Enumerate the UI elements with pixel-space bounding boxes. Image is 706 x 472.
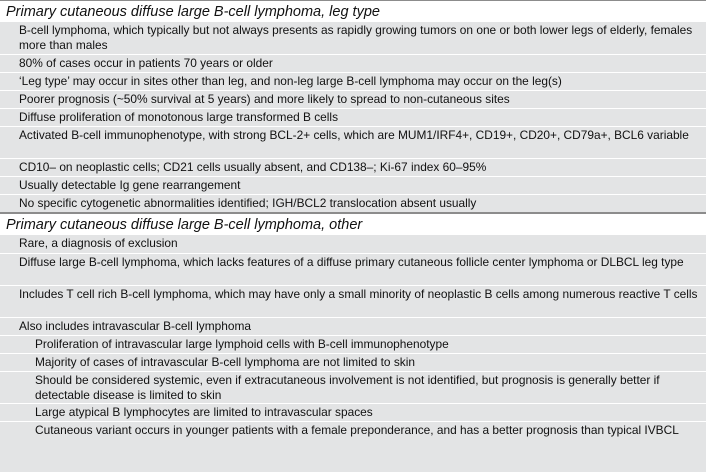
- section-header-leg-type: Primary cutaneous diffuse large B-cell lymphoma, leg type: [0, 0, 706, 22]
- section-header-other: Primary cutaneous diffuse large B-cell lymphoma, other: [0, 213, 706, 235]
- table-row: Poorer prognosis (~50% survival at 5 years) and more likely to spread to non-cutaneous sites: [0, 90, 706, 108]
- table-row-subitem: Should be considered systemic, even if extracutaneous involvement is not identified, but prognosis is generally better if detectable disease is limited to skin: [0, 371, 706, 403]
- table-row: No specific cytogenetic abnormalities identified; IGH/BCL2 translocation absent usually: [0, 194, 706, 212]
- table-row-subitem: Majority of cases of intravascular B-cell lymphoma are not limited to skin: [0, 353, 706, 371]
- table-row: ‘Leg type’ may occur in sites other than leg, and non-leg large B-cell lymphoma may occur on the leg(s): [0, 72, 706, 90]
- table-row: Includes T cell rich B-cell lymphoma, which may have only a small minority of neoplastic B cells among numerous reactive T cells: [0, 285, 706, 317]
- table-row-subitem: Large atypical B lymphocytes are limited to intravascular spaces: [0, 403, 706, 421]
- table-row: B-cell lymphoma, which typically but not always presents as rapidly growing tumors on one or both lower legs of elderly, females more than males: [19, 23, 693, 52]
- section-body-other: [0, 235, 706, 453]
- table-row: CD10– on neoplastic cells; CD21 cells usually absent, and CD138–; Ki-67 index 60–95%: [0, 158, 706, 176]
- table-row: Diffuse proliferation of monotonous large transformed B cells: [0, 108, 706, 126]
- table-row-subitem: Cutaneous variant occurs in younger patients with a female preponderance, and has a better prognosis than typical IVBCL: [0, 421, 706, 453]
- table-row: 80% of cases occur in patients 70 years or older: [0, 54, 706, 72]
- table-row: Diffuse large B-cell lymphoma, which lacks features of a diffuse primary cutaneous follicle center lymphoma or DLBCL leg type: [0, 253, 706, 285]
- table-row-subitem: Proliferation of intravascular large lymphoid cells with B-cell immunophenotype: [0, 335, 706, 353]
- table-row: Activated B-cell immunophenotype, with strong BCL-2+ cells, which are MUM1/IRF4+, CD19+, CD20+, CD79a+, BCL6 variable: [0, 126, 706, 158]
- table-row: Rare, a diagnosis of exclusion: [19, 236, 178, 250]
- section-body-leg-type: [0, 22, 706, 213]
- table-row: Also includes intravascular B-cell lymphoma: [0, 317, 706, 335]
- table-row: Usually detectable Ig gene rearrangement: [0, 176, 706, 194]
